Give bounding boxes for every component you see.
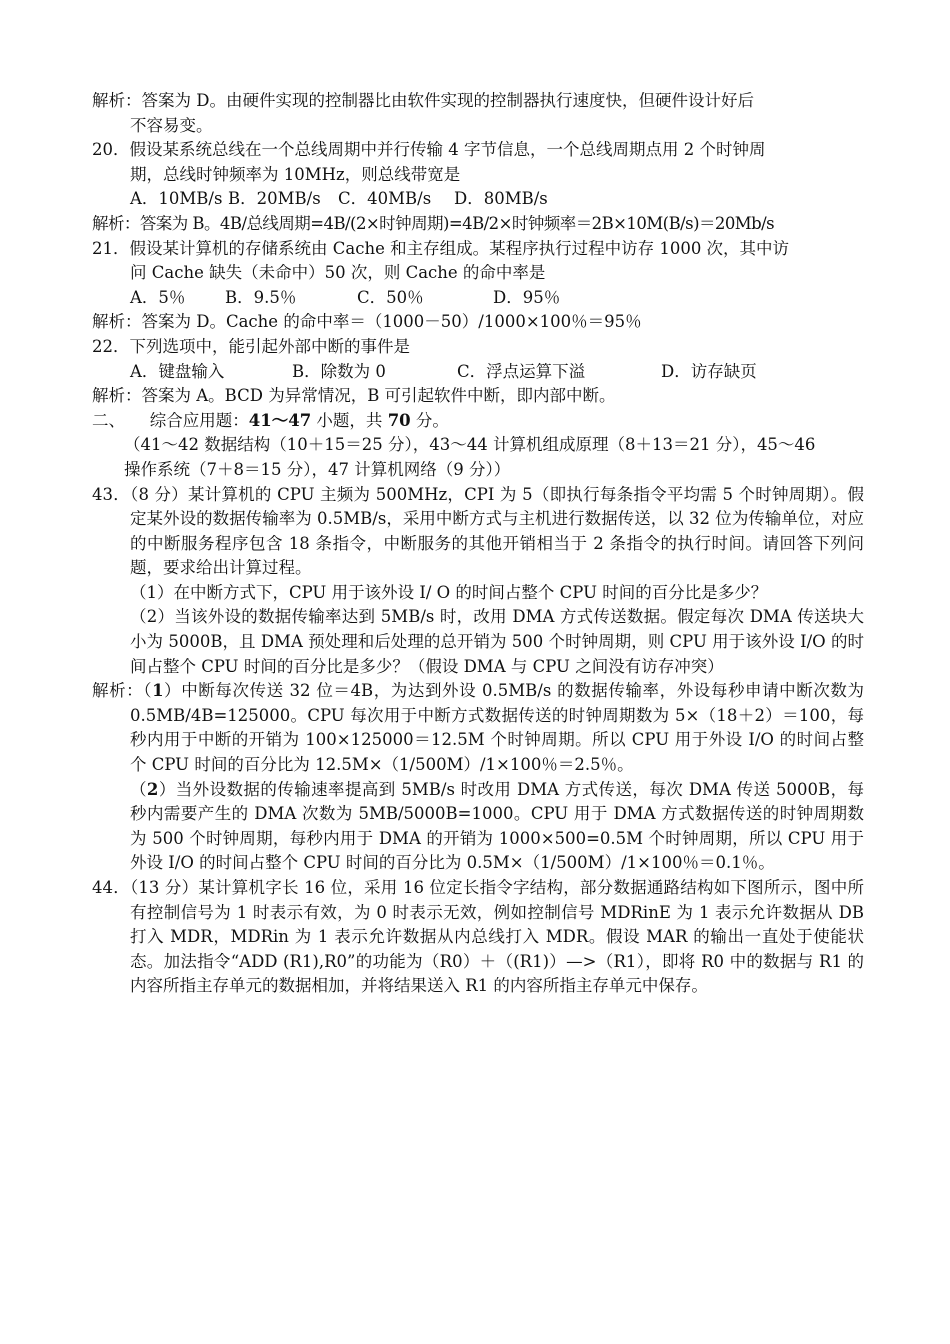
q43-intro: 43．（8 分）某计算机的 CPU 主频为 500MHz，CPI 为 5（即执行每条指令平均需 5 个时钟周期）。假定某外设的数据传输率为 0.5MB/s，采用中断方式与主机进行数据传送，以 32 位为传输单位，对应的中断服务程序包含 18 条指令，中断服务的其他开销相当于 2 条指令的执行时间。请回答下列问题，要求给出计算过程。 [92, 484, 864, 578]
q20-option-b: B．20MB/s [228, 189, 321, 209]
q20-stem-line1: 20．假设某系统总线在一个总线周期中并行传输 4 字节信息，一个总线周期点用 2 个时钟周 [92, 140, 766, 160]
q43-part1: （1）在中断方式下，CPU 用于该外设 I/ O 的时间占整个 CPU 时间的百分比是多少？ [130, 582, 768, 602]
q21-option-c: C．50％ [357, 287, 424, 307]
q43-part2: （2）当该外设的数据传输率达到 5MB/s 时，改用 DMA 方式传送数据。假定每次 DMA 传送块大小为 5000B，且 DMA 预处理和后处理的总开销为 500 个时钟周期，则 CPU 用于该外设 I/O 的时间占整个 CPU 时间的百分比是多少？（假设 DMA 与 CPU 之间没有访存冲突） [130, 607, 864, 676]
section-2-prefix: 二、 综合应用题： [92, 410, 249, 430]
q20-analysis: 解析：答案为 B。4B/总线周期=4B/(2×时钟周期)=4B/2×时钟频率＝2B×10M(B/s)＝20Mb/s [92, 213, 775, 233]
q20-option-a: A．10MB/s [130, 189, 223, 209]
q43-answer2-prefix: （ [130, 779, 147, 799]
q22-option-c: C．浮点运算下溢 [457, 361, 586, 381]
section-2-mid: 小题，共 [311, 410, 388, 430]
q43-answer2 [92, 778, 864, 876]
q21-option-b: B．9.5％ [225, 287, 297, 307]
section-2-range: 41～47 [248, 410, 312, 430]
q19-analysis-line2: 不容易变。 [130, 115, 213, 135]
q22-stem: 22．下列选项中，能引起外部中断的事件是 [92, 336, 410, 356]
q20-option-d: D．80MB/s [454, 189, 548, 209]
q21-option-a: A．5％ [130, 287, 186, 307]
q19-analysis-line1: 解析：答案为 D。由硬件实现的控制器比由软件实现的控制器执行速度快，但硬件设计好后 [92, 91, 754, 110]
q21-stem-line2: 问 Cache 缺失（未命中）50 次，则 Cache 的命中率是 [130, 263, 546, 283]
q43-answer1 [92, 679, 864, 777]
document-body [92, 89, 864, 999]
q21-option-d: D．95％ [493, 287, 561, 307]
q20-option-c: C．40MB/s [338, 189, 432, 209]
q20-stem-line2: 期，总线时钟频率为 10MHz，则总线带宽是 [130, 164, 461, 184]
section-2-note-line1: （41～42 数据结构（10＋15＝25 分），43～44 计算机组成原理（8＋13＝21 分），45～46 [124, 435, 816, 455]
q21-options [92, 286, 864, 311]
q43-answer1-text: ）中断每次传送 32 位＝4B，为达到外设 0.5MB/s 的数据传输率，外设每秒申请中断次数为 0.5MB/4B=125000。CPU 每次用于中断方式数据传送的时钟周期数为 5×（18＋2）＝100，每秒内用于中断的开销为 100×125000＝12.5M 个时钟周期。所以 CPU 用于外设 I/O 的时间占整个 CPU 时间的百分比为 12.5M×（1/500M）/1×100％＝2.5％。 [130, 681, 865, 775]
q20-options [92, 187, 864, 212]
q21-stem-line1: 21．假设某计算机的存储系统由 Cache 和主存组成。某程序执行过程中访存 1000 次，其中访 [92, 238, 790, 258]
q43-answer2-text: ）当外设数据的传输速率提高到 5MB/s 时改用 DMA 方式传送，每次 DMA 传送 5000B，每秒内需要产生的 DMA 次数为 5MB/5000B=1000。CPU 用于 DMA 方式数据传送的时钟周期数为 500 个时钟周期，每秒内用于 DMA 的开销为 1000×500=0.5M 个时钟周期，所以 CPU 用于外设 I/O 的时间占整个 CPU 时间的百分比为 0.5M×（1/500M）/1×100％＝0.1％。 [130, 779, 864, 873]
q22-option-a: A．键盘输入 [130, 361, 225, 381]
q43-answer2-num: 2 [146, 779, 159, 799]
q43-answer1-prefix: 解析：（ [92, 681, 153, 701]
q22-option-d: D．访存缺页 [661, 361, 757, 381]
section-2-note-line2: 操作系统（7＋8＝15 分），47 计算机网络（9 分）） [124, 459, 511, 479]
q22-option-b: B．除数为 0 [292, 361, 386, 381]
section-2-suffix: 分。 [410, 410, 449, 430]
q44-intro: 44．（13 分）某计算机字长 16 位，采用 16 位定长指令字结构，部分数据通路结构如下图所示，图中所有控制信号为 1 时表示有效，为 0 时表示无效，例如控制信号 MDRinE 为 1 表示允许数据从 DB 打入 MDR，MDRin 为 1 表示允许数据从内总线打入 MDR。假设 MAR 的输出一直处于使能状态。加法指令“ADD (R1),R0”的功能为（R0）＋（(R1)）—>（R1），即将 R0 中的数据与 R1 的内容所指主存单元的数据相加，并将结果送入 R1 的内容所指主存单元中保存。 [92, 878, 864, 996]
q22-analysis: 解析：答案为 A。BCD 为异常情况，B 可引起软件中断，即内部中断。 [92, 386, 616, 406]
section-2-heading [92, 409, 864, 434]
q43-answer1-num: 1 [152, 681, 164, 701]
q22-options [92, 360, 864, 385]
q21-analysis: 解析：答案为 D。Cache 的命中率＝（1000－50）/1000×100％＝95％ [92, 312, 642, 332]
section-2-score: 70 [387, 410, 411, 430]
